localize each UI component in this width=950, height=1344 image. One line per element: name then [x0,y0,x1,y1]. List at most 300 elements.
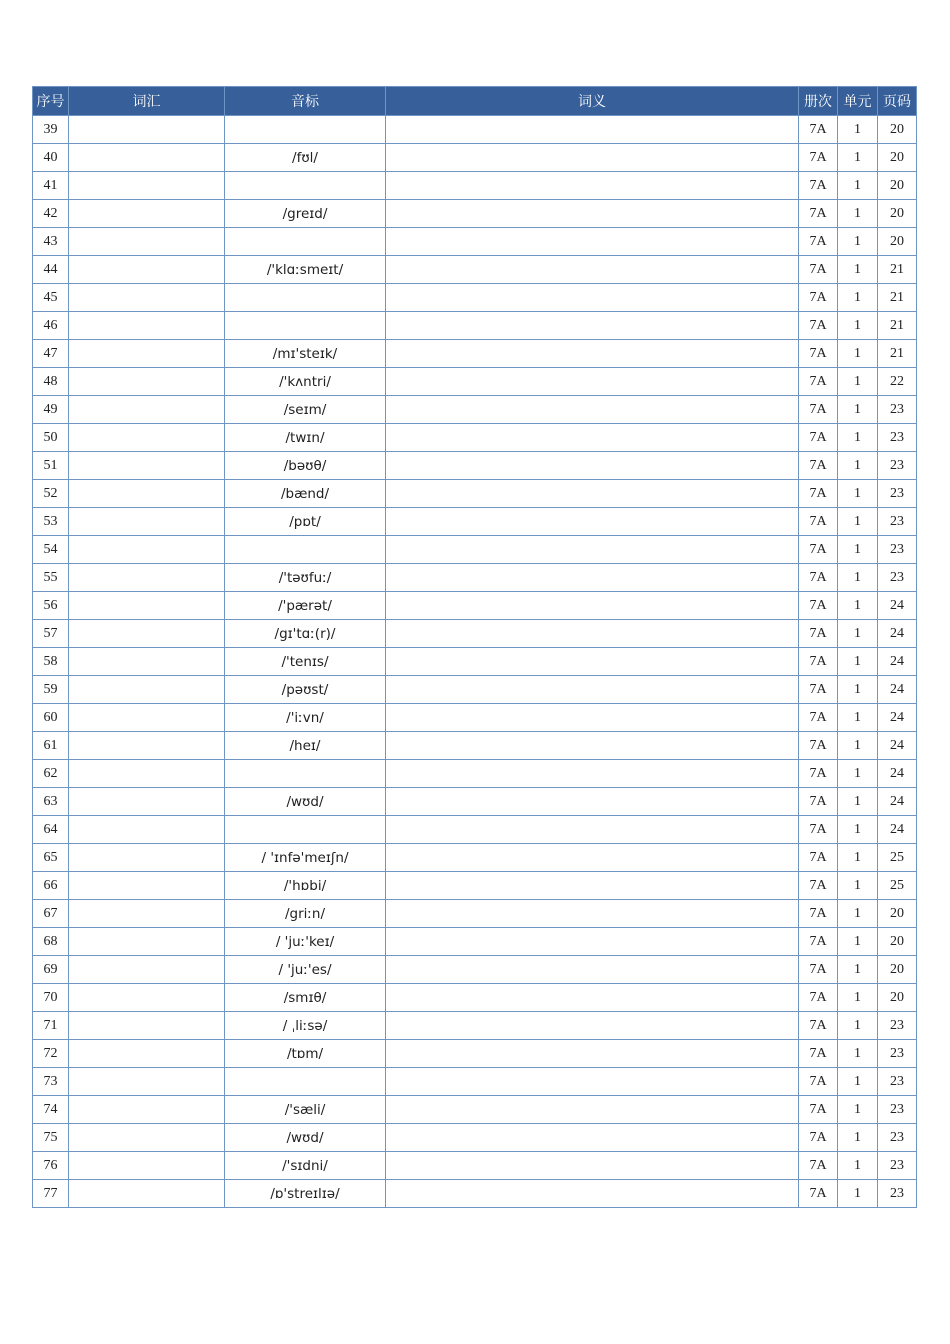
cell-word [69,704,225,732]
cell-index: 39 [33,116,69,144]
cell-meaning [386,340,799,368]
cell-phonetic: / ˌliːsə/ [225,1012,386,1040]
cell-phonetic: /bænd/ [225,480,386,508]
cell-book: 7A [799,1124,838,1152]
table-row [33,312,917,340]
cell-phonetic [225,312,386,340]
cell-page: 24 [878,648,917,676]
cell-page: 23 [878,508,917,536]
cell-book: 7A [799,144,838,172]
cell-unit: 1 [838,732,878,760]
cell-word [69,340,225,368]
cell-book: 7A [799,1012,838,1040]
cell-book: 7A [799,480,838,508]
cell-meaning [386,256,799,284]
cell-book: 7A [799,564,838,592]
cell-index: 75 [33,1124,69,1152]
cell-page: 23 [878,1068,917,1096]
cell-meaning [386,1096,799,1124]
cell-word [69,1012,225,1040]
table-row [33,284,917,312]
cell-index: 41 [33,172,69,200]
cell-meaning [386,508,799,536]
cell-page: 23 [878,1096,917,1124]
cell-book: 7A [799,676,838,704]
cell-meaning [386,1012,799,1040]
cell-page: 23 [878,1180,917,1208]
cell-phonetic: / 'juː'keɪ/ [225,928,386,956]
table-row [33,340,917,368]
cell-index: 50 [33,424,69,452]
cell-unit: 1 [838,592,878,620]
cell-unit: 1 [838,676,878,704]
table-row [33,452,917,480]
cell-book: 7A [799,200,838,228]
cell-index: 69 [33,956,69,984]
table-row [33,732,917,760]
cell-unit: 1 [838,116,878,144]
cell-phonetic [225,760,386,788]
cell-word [69,760,225,788]
cell-word [69,1180,225,1208]
cell-unit: 1 [838,536,878,564]
cell-meaning [386,480,799,508]
cell-unit: 1 [838,172,878,200]
cell-book: 7A [799,116,838,144]
cell-word [69,676,225,704]
cell-unit: 1 [838,928,878,956]
cell-book: 7A [799,1040,838,1068]
cell-index: 64 [33,816,69,844]
cell-unit: 1 [838,200,878,228]
cell-meaning [386,228,799,256]
cell-index: 59 [33,676,69,704]
cell-phonetic: /wʊd/ [225,1124,386,1152]
cell-index: 42 [33,200,69,228]
cell-word [69,984,225,1012]
cell-phonetic: /twɪn/ [225,424,386,452]
cell-index: 52 [33,480,69,508]
cell-meaning [386,1152,799,1180]
cell-page: 20 [878,116,917,144]
table-row [33,872,917,900]
cell-word [69,396,225,424]
cell-word [69,900,225,928]
cell-index: 65 [33,844,69,872]
table-row [33,536,917,564]
cell-book: 7A [799,816,838,844]
cell-unit: 1 [838,900,878,928]
cell-word [69,956,225,984]
table-row [33,1040,917,1068]
cell-word [69,200,225,228]
cell-unit: 1 [838,1152,878,1180]
table-row [33,564,917,592]
cell-phonetic: /tɒm/ [225,1040,386,1068]
cell-word [69,1040,225,1068]
cell-meaning [386,536,799,564]
cell-book: 7A [799,984,838,1012]
header-phonetic: 音标 [225,87,386,116]
cell-word [69,872,225,900]
cell-book: 7A [799,1068,838,1096]
cell-meaning [386,592,799,620]
cell-phonetic [225,816,386,844]
cell-unit: 1 [838,1124,878,1152]
cell-page: 23 [878,1012,917,1040]
cell-word [69,144,225,172]
cell-meaning [386,900,799,928]
cell-page: 20 [878,228,917,256]
cell-phonetic: / 'ɪnfə'meɪʃn/ [225,844,386,872]
cell-unit: 1 [838,816,878,844]
cell-phonetic: /'klɑːsmeɪt/ [225,256,386,284]
cell-index: 47 [33,340,69,368]
cell-page: 24 [878,760,917,788]
cell-unit: 1 [838,396,878,424]
cell-page: 20 [878,200,917,228]
cell-book: 7A [799,1152,838,1180]
cell-book: 7A [799,760,838,788]
cell-page: 20 [878,900,917,928]
cell-meaning [386,396,799,424]
cell-book: 7A [799,872,838,900]
cell-phonetic: /griːn/ [225,900,386,928]
cell-phonetic [225,536,386,564]
cell-book: 7A [799,1180,838,1208]
cell-book: 7A [799,396,838,424]
cell-word [69,424,225,452]
header-index: 序号 [33,87,69,116]
cell-meaning [386,984,799,1012]
table-row [33,1124,917,1152]
cell-unit: 1 [838,872,878,900]
cell-unit: 1 [838,452,878,480]
cell-unit: 1 [838,1096,878,1124]
cell-page: 20 [878,956,917,984]
cell-page: 24 [878,704,917,732]
table-row [33,396,917,424]
cell-unit: 1 [838,1180,878,1208]
cell-meaning [386,844,799,872]
cell-index: 71 [33,1012,69,1040]
cell-unit: 1 [838,228,878,256]
cell-index: 57 [33,620,69,648]
cell-phonetic: /'sɪdni/ [225,1152,386,1180]
header-row [33,87,917,116]
cell-page: 21 [878,284,917,312]
cell-word [69,816,225,844]
cell-book: 7A [799,788,838,816]
cell-word [69,648,225,676]
cell-word [69,284,225,312]
cell-page: 23 [878,536,917,564]
cell-phonetic: /'pærət/ [225,592,386,620]
cell-page: 24 [878,676,917,704]
cell-index: 46 [33,312,69,340]
cell-page: 23 [878,452,917,480]
vocabulary-table [32,86,917,1208]
table-row [33,172,917,200]
cell-unit: 1 [838,620,878,648]
table-row [33,256,917,284]
header-meaning: 词义 [386,87,799,116]
table-header [33,87,917,116]
table-row [33,788,917,816]
cell-meaning [386,368,799,396]
cell-book: 7A [799,172,838,200]
cell-index: 45 [33,284,69,312]
table-row [33,844,917,872]
cell-word [69,620,225,648]
cell-phonetic: /heɪ/ [225,732,386,760]
cell-index: 51 [33,452,69,480]
cell-meaning [386,1180,799,1208]
cell-word [69,928,225,956]
cell-index: 40 [33,144,69,172]
cell-meaning [386,760,799,788]
cell-meaning [386,648,799,676]
cell-book: 7A [799,508,838,536]
cell-word [69,1152,225,1180]
cell-word [69,564,225,592]
cell-page: 20 [878,172,917,200]
table-row [33,424,917,452]
cell-word [69,1068,225,1096]
table-body [33,116,917,1208]
table-row [33,984,917,1012]
cell-phonetic: /ɒ'streɪlɪə/ [225,1180,386,1208]
cell-phonetic [225,284,386,312]
cell-meaning [386,816,799,844]
cell-unit: 1 [838,284,878,312]
cell-word [69,732,225,760]
cell-page: 20 [878,984,917,1012]
cell-index: 68 [33,928,69,956]
cell-phonetic: /seɪm/ [225,396,386,424]
cell-phonetic: /'hɒbi/ [225,872,386,900]
cell-unit: 1 [838,956,878,984]
cell-index: 49 [33,396,69,424]
table-row [33,900,917,928]
cell-meaning [386,620,799,648]
cell-meaning [386,704,799,732]
cell-unit: 1 [838,704,878,732]
cell-meaning [386,312,799,340]
cell-meaning [386,1124,799,1152]
cell-unit: 1 [838,1068,878,1096]
cell-unit: 1 [838,760,878,788]
table-row [33,200,917,228]
cell-book: 7A [799,536,838,564]
cell-index: 76 [33,1152,69,1180]
cell-unit: 1 [838,368,878,396]
cell-index: 77 [33,1180,69,1208]
cell-phonetic: /'kʌntri/ [225,368,386,396]
cell-index: 48 [33,368,69,396]
cell-index: 73 [33,1068,69,1096]
cell-phonetic: /'sæli/ [225,1096,386,1124]
cell-book: 7A [799,844,838,872]
cell-word [69,312,225,340]
cell-unit: 1 [838,312,878,340]
cell-unit: 1 [838,1040,878,1068]
table-row [33,676,917,704]
cell-unit: 1 [838,424,878,452]
cell-page: 25 [878,844,917,872]
cell-unit: 1 [838,508,878,536]
cell-page: 25 [878,872,917,900]
cell-unit: 1 [838,144,878,172]
cell-book: 7A [799,732,838,760]
cell-book: 7A [799,228,838,256]
cell-book: 7A [799,340,838,368]
cell-phonetic [225,116,386,144]
table-row [33,816,917,844]
cell-word [69,536,225,564]
cell-word [69,452,225,480]
table-row [33,1180,917,1208]
cell-book: 7A [799,312,838,340]
cell-meaning [386,172,799,200]
cell-book: 7A [799,424,838,452]
table-row [33,760,917,788]
table-row [33,648,917,676]
cell-index: 70 [33,984,69,1012]
cell-index: 74 [33,1096,69,1124]
cell-book: 7A [799,648,838,676]
cell-page: 23 [878,424,917,452]
cell-phonetic [225,228,386,256]
cell-meaning [386,452,799,480]
cell-book: 7A [799,928,838,956]
cell-word [69,1096,225,1124]
cell-index: 54 [33,536,69,564]
cell-page: 24 [878,732,917,760]
cell-page: 20 [878,144,917,172]
cell-phonetic: /smɪθ/ [225,984,386,1012]
cell-meaning [386,116,799,144]
cell-meaning [386,1068,799,1096]
cell-index: 44 [33,256,69,284]
cell-meaning [386,200,799,228]
cell-meaning [386,144,799,172]
cell-phonetic: /gɪ'tɑː(r)/ [225,620,386,648]
cell-page: 23 [878,396,917,424]
cell-page: 23 [878,1152,917,1180]
cell-phonetic: /fʊl/ [225,144,386,172]
table-row [33,144,917,172]
header-page: 页码 [878,87,917,116]
cell-page: 23 [878,480,917,508]
cell-phonetic: /bəʊθ/ [225,452,386,480]
cell-meaning [386,424,799,452]
cell-meaning [386,872,799,900]
cell-book: 7A [799,956,838,984]
cell-word [69,228,225,256]
cell-word [69,592,225,620]
table-row [33,1068,917,1096]
cell-phonetic: / 'juː'es/ [225,956,386,984]
cell-index: 60 [33,704,69,732]
cell-phonetic: /greɪd/ [225,200,386,228]
cell-meaning [386,928,799,956]
cell-page: 20 [878,928,917,956]
cell-word [69,844,225,872]
cell-phonetic: /'tenɪs/ [225,648,386,676]
cell-book: 7A [799,284,838,312]
cell-book: 7A [799,452,838,480]
table-row [33,956,917,984]
cell-page: 24 [878,620,917,648]
cell-meaning [386,732,799,760]
table-row [33,620,917,648]
cell-page: 21 [878,256,917,284]
cell-page: 23 [878,1040,917,1068]
cell-index: 63 [33,788,69,816]
cell-page: 24 [878,788,917,816]
cell-unit: 1 [838,1012,878,1040]
cell-book: 7A [799,368,838,396]
cell-book: 7A [799,704,838,732]
cell-word [69,1124,225,1152]
table-row [33,1012,917,1040]
cell-phonetic [225,172,386,200]
cell-phonetic: /wʊd/ [225,788,386,816]
cell-meaning [386,956,799,984]
cell-phonetic: /'təʊfuː/ [225,564,386,592]
cell-unit: 1 [838,480,878,508]
cell-word [69,368,225,396]
cell-index: 56 [33,592,69,620]
header-word: 词汇 [69,87,225,116]
cell-book: 7A [799,900,838,928]
cell-page: 23 [878,1124,917,1152]
cell-word [69,508,225,536]
table-row [33,368,917,396]
cell-index: 53 [33,508,69,536]
table-row [33,704,917,732]
cell-word [69,172,225,200]
cell-word [69,788,225,816]
table-row [33,228,917,256]
cell-phonetic: /'iːvn/ [225,704,386,732]
cell-unit: 1 [838,256,878,284]
header-book: 册次 [799,87,838,116]
cell-unit: 1 [838,648,878,676]
table-row [33,480,917,508]
table-row [33,592,917,620]
cell-phonetic: /pɒt/ [225,508,386,536]
cell-phonetic: /pəʊst/ [225,676,386,704]
table-row [33,116,917,144]
table-row [33,508,917,536]
cell-unit: 1 [838,564,878,592]
cell-index: 66 [33,872,69,900]
cell-page: 22 [878,368,917,396]
cell-index: 67 [33,900,69,928]
cell-unit: 1 [838,788,878,816]
header-unit: 单元 [838,87,878,116]
cell-index: 72 [33,1040,69,1068]
cell-unit: 1 [838,340,878,368]
table-row [33,1152,917,1180]
table-row [33,928,917,956]
cell-index: 43 [33,228,69,256]
cell-book: 7A [799,592,838,620]
table-row [33,1096,917,1124]
cell-unit: 1 [838,984,878,1012]
